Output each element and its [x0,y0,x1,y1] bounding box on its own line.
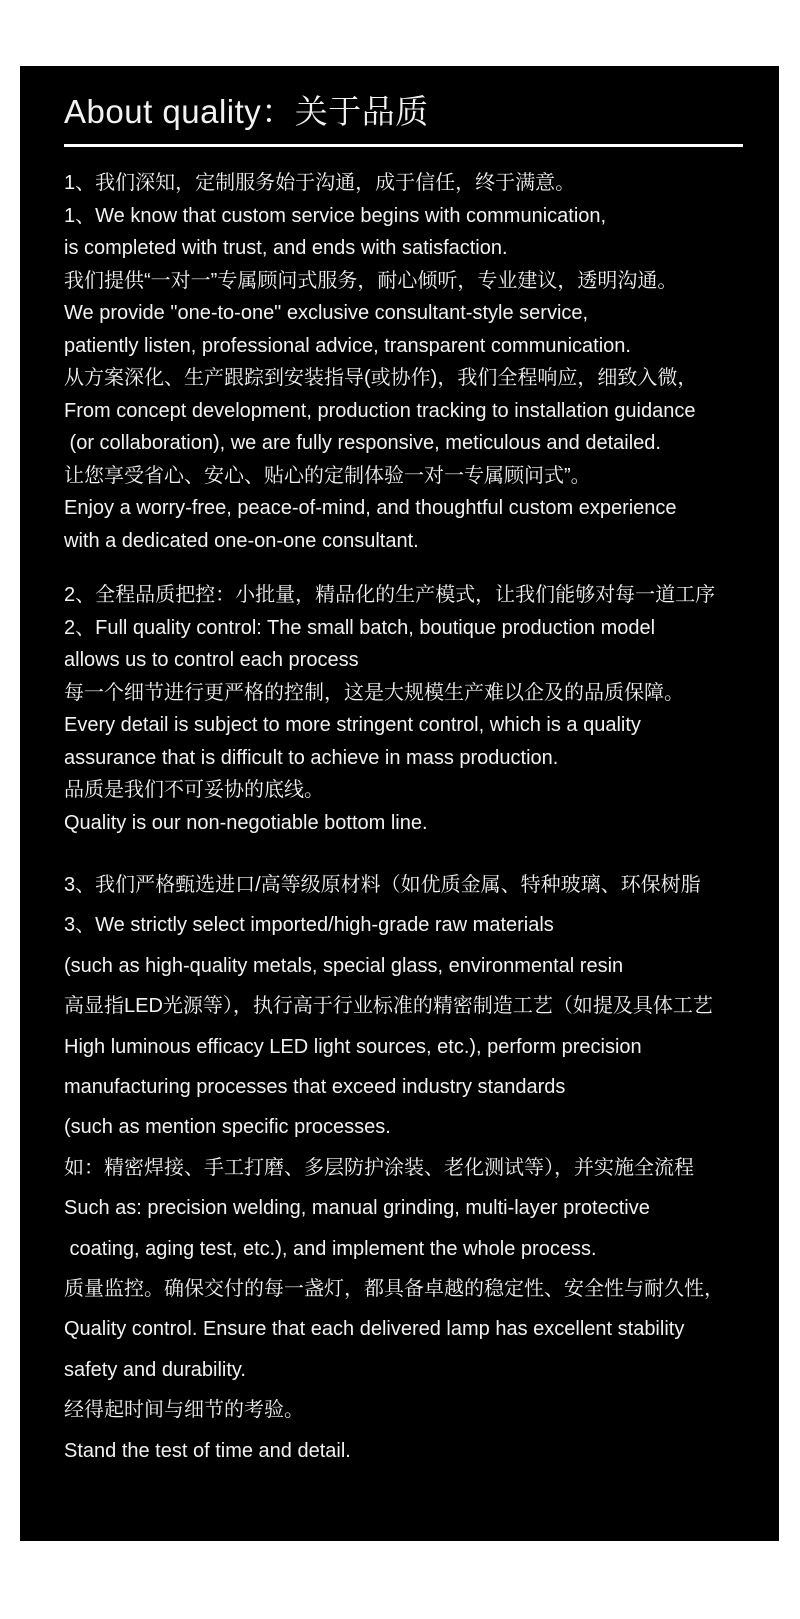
text-line: patiently listen, professional advice, transparent communication. [64,334,631,357]
text-line: 经得起时间与细节的考验。 [64,1399,304,1422]
text-line: (such as high-quality metals, special glass, environmental resin [64,954,624,977]
text-line: allows us to control each process [64,649,359,671]
text-line: Every detail is subject to more stringent control, which is a quality [64,714,641,736]
text-line: assurance that is difficult to achieve in mass production. [64,746,559,769]
text-line: 从方案深化、生产跟踪到安装指导(或协作)，我们全程响应，细致入微， [64,367,698,389]
text-line: From concept development, production tracking to installation guidance [64,399,696,422]
text-line: (or collaboration), we are fully responsive, meticulous and detailed. [64,432,661,454]
page-title: About quality：关于品质 [64,93,429,130]
text-line: We provide "one-to-one" exclusive consultant-style service, [64,302,589,324]
text-line: 我们提供“一对一”专属顾问式服务，耐心倾听，专业建议，透明沟通。 [64,269,678,292]
text-line: 2、Full quality control: The small batch, boutique production model [64,616,656,639]
text-line: Such as: precision welding, manual grinding, multi-layer protective [64,1197,650,1220]
text-line: is completed with trust, and ends with satisfaction. [64,237,508,259]
text-line: 1、We know that custom service begins with communication, [64,204,607,227]
text-line: 3、我们严格甄选进口/高等级原材料（如优质金属、特种玻璃、环保树脂 [64,874,701,896]
quality-paragraph-materials [64,865,751,1471]
quality-paragraph-control [64,579,751,839]
text-line: coating, aging test, etc.), and implement the whole process. [64,1237,597,1260]
quality-panel [20,66,779,1541]
title-underline [64,144,743,147]
text-line: 让您享受省心、安心、贴心的定制体验一对一专属顾问式”。 [64,464,591,487]
text-line: 3、We strictly select imported/high-grade raw materials [64,914,554,937]
text-line: 每一个细节进行更严格的控制，这是大规模生产难以企及的品质保障。 [64,681,684,704]
text-line: (such as mention specific processes. [64,1116,391,1139]
text-line: Enjoy a worry-free, peace-of-mind, and thoughtful custom experience [64,497,677,519]
text-line: 2、全程品质把控：小批量，精品化的生产模式，让我们能够对每一道工序 [64,584,716,606]
text-line: with a dedicated one-on-one consultant. [64,529,419,552]
text-line: High luminous efficacy LED light sources, etc.), perform precision [64,1035,642,1058]
quality-paragraph-service [64,167,751,557]
text-line: 质量监控。确保交付的每一盏灯，都具备卓越的稳定性、安全性与耐久性， [64,1278,724,1301]
text-line: 品质是我们不可妥协的底线。 [64,779,324,801]
text-line: Quality is our non-negotiable bottom line. [64,811,428,834]
text-line: 如：精密焊接、手工打磨、多层防护涂装、老化测试等），并实施全流程 [64,1156,694,1179]
text-line: 1、我们深知，定制服务始于沟通，成于信任，终于满意。 [64,172,576,194]
text-line: Quality control. Ensure that each delivered lamp has excellent stability [64,1318,685,1341]
text-line: 高显指LED光源等），执行高于行业标准的精密制造工艺（如提及具体工艺 [64,995,713,1018]
text-line: manufacturing processes that exceed industry standards [64,1076,566,1099]
text-line: safety and durability. [64,1358,246,1381]
text-line: Stand the test of time and detail. [64,1439,351,1462]
